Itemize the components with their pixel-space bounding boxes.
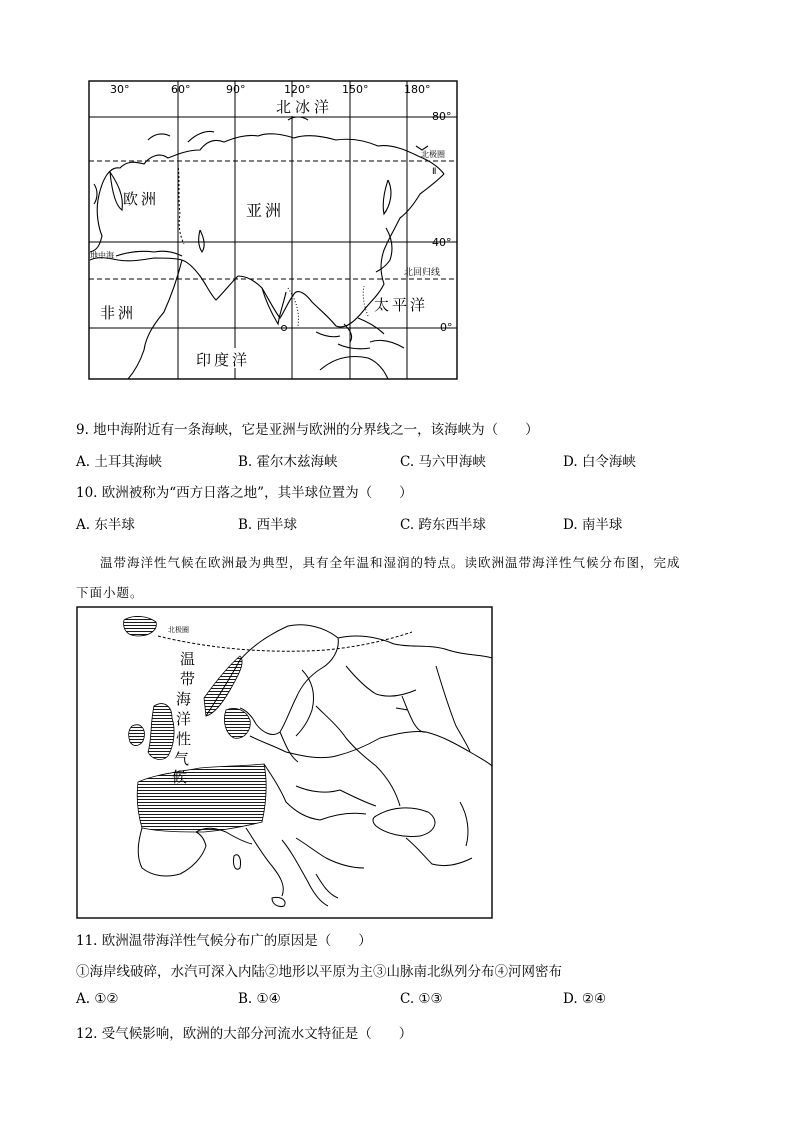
lat-label-0: 0° bbox=[440, 321, 453, 334]
svg-text:带: 带 bbox=[180, 670, 196, 688]
arctic-circle-label: 北极圈 bbox=[421, 150, 445, 159]
q11-option-b[interactable]: B. ①④ bbox=[238, 991, 281, 1007]
lon-label-60: 60° bbox=[171, 83, 191, 96]
q9-option-a[interactable]: A. 土耳其海峡 bbox=[76, 454, 162, 470]
europe-climate-map bbox=[76, 606, 494, 920]
q11-option-c[interactable]: C. ①③ bbox=[400, 991, 443, 1007]
lon-label-30: 30° bbox=[110, 83, 130, 96]
q11-option-a[interactable]: A. ①② bbox=[76, 991, 119, 1007]
intro-line-1: 温带海洋性气候在欧洲最为典型，具有全年温和湿润的特点。读欧洲温带海洋性气候分布图，完成 bbox=[100, 555, 681, 570]
mediterranean-label: 地中海 bbox=[90, 251, 114, 260]
q10-option-d[interactable]: D. 南半球 bbox=[563, 517, 623, 533]
question-9-text: 9. 地中海附近有一条海峡，它是亚洲与欧洲的分界线之一，该海峡为（ ） bbox=[76, 422, 539, 438]
q10-option-c[interactable]: C. 跨东西半球 bbox=[400, 517, 486, 533]
region-marker: Ⅱ bbox=[432, 167, 437, 177]
question-11-text: 11. 欧洲温带海洋性气候分布广的原因是（ ） bbox=[76, 933, 372, 949]
svg-text:气: 气 bbox=[174, 750, 190, 768]
lon-label-120: 120° bbox=[284, 83, 311, 96]
q10-option-b[interactable]: B. 西半球 bbox=[238, 517, 298, 533]
q9-option-d[interactable]: D. 白令海峡 bbox=[563, 454, 636, 470]
arctic-circle-label-europe: 北极圈 bbox=[168, 626, 189, 634]
q11-option-d[interactable]: D. ②④ bbox=[563, 991, 607, 1007]
pacific-label: 太平洋 bbox=[374, 296, 429, 314]
q11-reasons: ①海岸线破碎，水汽可深入内陆②地形以平原为主③山脉南北纵列分布④河网密布 bbox=[76, 964, 562, 980]
intro-line-2: 下面小题。 bbox=[76, 585, 144, 600]
svg-text:候: 候 bbox=[172, 768, 188, 786]
question-12-text: 12. 受气候影响，欧洲的大部分河流水文特征是（ ） bbox=[76, 1026, 413, 1042]
indian-ocean-label: 印度洋 bbox=[196, 351, 251, 369]
svg-text:性: 性 bbox=[176, 730, 192, 748]
europe-label: 欧洲 bbox=[123, 190, 160, 208]
lon-label-180: 180° bbox=[404, 83, 431, 96]
lon-label-90: 90° bbox=[226, 83, 246, 96]
svg-text:洋: 洋 bbox=[176, 710, 192, 728]
asia-europe-map bbox=[88, 80, 460, 382]
africa-label: 非洲 bbox=[100, 304, 137, 322]
svg-text:海: 海 bbox=[176, 690, 192, 708]
tropic-of-cancer-label: 北回归线 bbox=[404, 268, 441, 278]
arctic-ocean-label: 北冰洋 bbox=[276, 98, 334, 116]
question-10-text: 10. 欧洲被称为“西方日落之地”，其半球位置为（ ） bbox=[76, 485, 413, 501]
q9-option-c[interactable]: C. 马六甲海峡 bbox=[400, 454, 486, 470]
lat-label-40: 40° bbox=[432, 236, 452, 249]
q10-option-a[interactable]: A. 东半球 bbox=[76, 517, 135, 533]
lon-label-150: 150° bbox=[342, 83, 369, 96]
svg-text:温: 温 bbox=[180, 650, 196, 668]
asia-label: 亚洲 bbox=[246, 201, 285, 220]
q9-option-b[interactable]: B. 霍尔木兹海峡 bbox=[238, 454, 338, 470]
lat-label-80: 80° bbox=[432, 110, 452, 123]
